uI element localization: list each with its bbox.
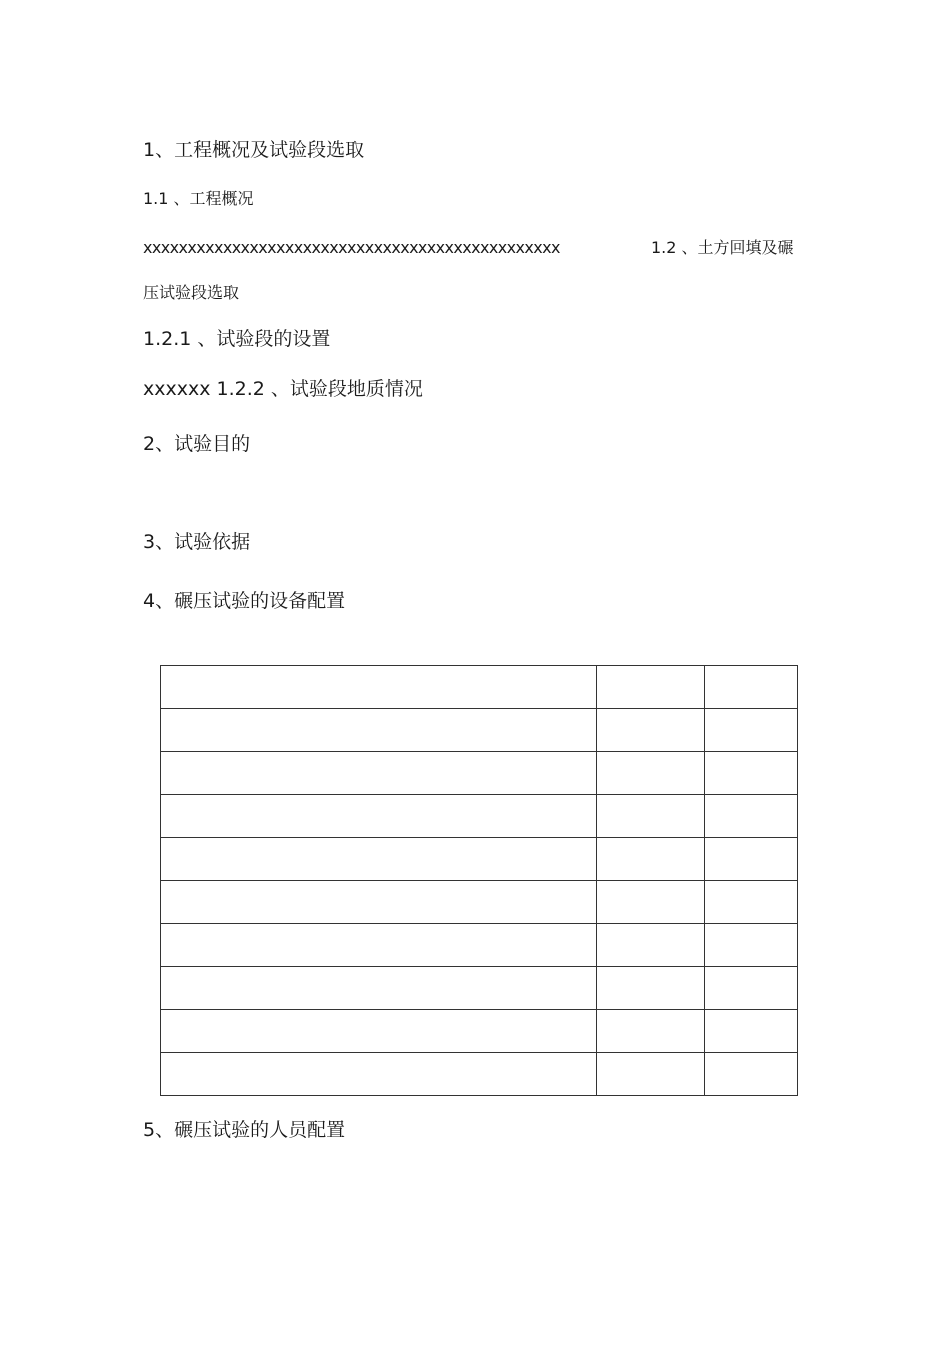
- table-row: [161, 666, 798, 709]
- table-cell: [597, 795, 705, 838]
- heading-1-2-continued: 压试验段选取: [143, 283, 240, 302]
- heading-1: 1、工程概况及试验段选取: [143, 139, 365, 161]
- table-cell: [705, 709, 798, 752]
- table-cell: [597, 881, 705, 924]
- heading-2: 2、试验目的: [143, 433, 251, 455]
- table-cell: [705, 666, 798, 709]
- heading-1-2-start: 1.2 、土方回填及碾: [651, 238, 794, 257]
- heading-1-1: 1.1 、工程概况: [143, 189, 254, 208]
- table-cell: [597, 709, 705, 752]
- heading-4: 4、碾压试验的设备配置: [143, 590, 346, 612]
- table-row: [161, 1010, 798, 1053]
- table-row: [161, 924, 798, 967]
- table-cell: [161, 709, 597, 752]
- project-overview-text: xxxxxxxxxxxxxxxxxxxxxxxxxxxxxxxxxxxxxxxxxxxxxxx: [143, 238, 560, 257]
- table-row: [161, 967, 798, 1010]
- table-cell: [705, 752, 798, 795]
- table-cell: [705, 795, 798, 838]
- table-row: [161, 752, 798, 795]
- table-row: [161, 838, 798, 881]
- table-row: [161, 881, 798, 924]
- table-cell: [705, 881, 798, 924]
- table-cell: [161, 967, 597, 1010]
- table-row: [161, 795, 798, 838]
- table-cell: [161, 1053, 597, 1096]
- table-cell: [597, 838, 705, 881]
- table-cell: [161, 752, 597, 795]
- table-cell: [705, 924, 798, 967]
- table-cell: [161, 666, 597, 709]
- table-cell: [597, 666, 705, 709]
- table-row: [161, 709, 798, 752]
- table-row: [161, 1053, 798, 1096]
- table-cell: [705, 967, 798, 1010]
- table-cell: [597, 967, 705, 1010]
- table-cell: [705, 1010, 798, 1053]
- table-cell: [161, 924, 597, 967]
- heading-3: 3、试验依据: [143, 531, 251, 553]
- table-cell: [597, 1053, 705, 1096]
- table-cell: [161, 1010, 597, 1053]
- table-cell: [161, 838, 597, 881]
- table-cell: [705, 838, 798, 881]
- heading-1-2-2: xxxxxx 1.2.2 、试验段地质情况: [143, 378, 423, 400]
- table-cell: [597, 752, 705, 795]
- table-cell: [161, 881, 597, 924]
- equipment-table: [160, 665, 798, 1096]
- table-cell: [161, 795, 597, 838]
- table-cell: [705, 1053, 798, 1096]
- table-cell: [597, 924, 705, 967]
- heading-5: 5、碾压试验的人员配置: [143, 1119, 346, 1141]
- table-cell: [597, 1010, 705, 1053]
- heading-1-2-1: 1.2.1 、试验段的设置: [143, 328, 331, 350]
